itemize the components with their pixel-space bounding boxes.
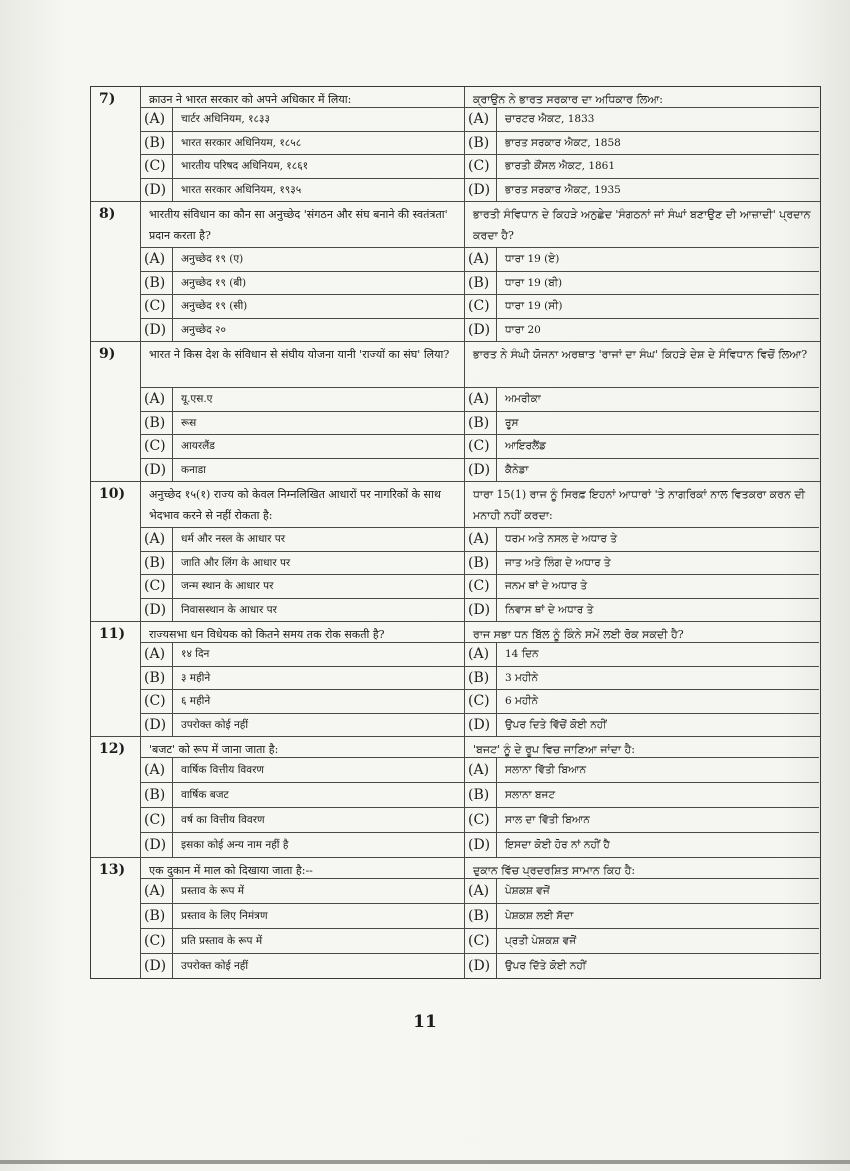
question-row	[91, 202, 820, 342]
option-row	[141, 954, 464, 978]
option-row	[465, 108, 819, 132]
option-label: (A)	[465, 388, 497, 411]
option-row	[141, 758, 464, 783]
option-text-punjabi: ਸਲਾਨਾ ਬਜਟ	[505, 789, 556, 801]
option-row	[465, 179, 819, 202]
option-row	[465, 758, 819, 783]
option-row	[141, 248, 464, 272]
question-row	[91, 342, 820, 482]
option-row	[141, 879, 464, 904]
option-text-punjabi: ਧਾਰਾ 19 (ਬੀ)	[505, 276, 563, 289]
option-text-punjabi: ਉਪਰ ਦਿਤੇ ਵਿੱਚੋਂ ਕੋਈ ਨਹੀਂ	[505, 718, 607, 731]
option-row	[465, 272, 819, 296]
option-label: (B)	[141, 904, 173, 928]
option-text-punjabi: 6 ਮਹੀਨੇ	[505, 695, 539, 707]
hindi-column	[141, 737, 465, 857]
question-row	[91, 87, 820, 202]
option-row	[141, 783, 464, 808]
option-label: (D)	[141, 319, 173, 342]
option-label: (B)	[141, 552, 173, 575]
question-text-punjabi: 'ਬਜਟ' ਨੂੰ ਦੇ ਰੂਪ ਵਿਚ ਜਾਣਿਆ ਜਾਂਦਾ ਹੈ:	[465, 737, 819, 758]
option-text-punjabi: ਜਨਮ ਥਾਂ ਦੇ ਅਧਾਰ ਤੇ	[505, 580, 588, 592]
option-row	[141, 929, 464, 954]
question-row	[91, 858, 820, 978]
hindi-column	[141, 87, 465, 201]
option-label: (C)	[465, 808, 497, 832]
option-text-hindi: यू.एस.ए	[181, 393, 213, 405]
option-row	[465, 132, 819, 156]
option-row	[465, 575, 819, 599]
option-label: (A)	[141, 643, 173, 666]
option-text-hindi: अनुच्छेद १९ (बी)	[181, 276, 247, 289]
punjabi-column	[465, 482, 819, 621]
option-label: (C)	[465, 929, 497, 953]
option-text-punjabi: ਇਸਦਾ ਕੋਈ ਹੋਰ ਨਾਂ ਨਹੀਂ ਹੈ	[505, 839, 610, 851]
option-row	[141, 643, 464, 667]
option-label: (B)	[141, 412, 173, 435]
question-text-punjabi: ਭਾਰਤੀ ਸੰਵਿਧਾਨ ਦੇ ਕਿਹੜੇ ਅਨੁਛੇਦ 'ਸੰਗਠਨਾਂ ਜਾਂ ਸੰਘਾਂ ਬਣਾਉਣ ਦੀ ਆਜ਼ਾਦੀ' ਪ੍ਰਦਾਨ ਕਰਦਾ ਹੈ?	[465, 202, 819, 248]
option-label: (A)	[141, 108, 173, 131]
option-row	[465, 155, 819, 179]
option-text-punjabi: ਭਾਰਤ ਸਰਕਾਰ ਐਕਟ, 1935	[505, 183, 621, 196]
option-row	[465, 833, 819, 857]
option-row	[465, 435, 819, 459]
option-label: (A)	[465, 879, 497, 903]
option-row	[465, 929, 819, 954]
option-text-hindi: प्रस्ताव के रूप में	[181, 885, 245, 897]
option-label: (D)	[465, 319, 497, 342]
punjabi-column	[465, 858, 819, 978]
option-row	[141, 295, 464, 319]
option-label: (C)	[465, 690, 497, 713]
option-label: (D)	[141, 179, 173, 202]
option-label: (B)	[465, 412, 497, 435]
page-number: 11	[413, 1012, 437, 1032]
option-label: (A)	[141, 758, 173, 782]
option-label: (B)	[465, 904, 497, 928]
option-text-hindi: इसका कोई अन्य नाम नहीं है	[181, 839, 289, 851]
option-row	[465, 667, 819, 691]
option-text-punjabi: ਭਾਰਤ ਸਰਕਾਰ ਐਕਟ, 1858	[505, 136, 621, 149]
option-text-hindi: अनुच्छेद १९ (सी)	[181, 300, 248, 312]
option-label: (C)	[141, 295, 173, 318]
option-row	[141, 319, 464, 342]
question-text-hindi: राज्यसभा धन विधेयक को कितने समय तक रोक सकती है?	[141, 622, 464, 643]
option-text-hindi: वार्षिक वित्तीय विवरण	[181, 764, 264, 776]
option-text-hindi: रूस	[181, 416, 197, 429]
hindi-column	[141, 622, 465, 736]
option-text-hindi: ६ महीने	[181, 695, 211, 707]
punjabi-column	[465, 622, 819, 736]
option-label: (B)	[141, 667, 173, 690]
option-row	[141, 155, 464, 179]
question-text-hindi: 'बजट' को रूप में जाना जाता है:	[141, 737, 464, 758]
punjabi-column	[465, 87, 819, 201]
option-text-hindi: भारत सरकार अधिनियम, १८५८	[181, 136, 302, 149]
option-label: (B)	[465, 552, 497, 575]
option-text-hindi: आयरलैंड	[181, 440, 215, 452]
option-label: (A)	[465, 643, 497, 666]
question-number: 10)	[91, 482, 141, 621]
option-label: (B)	[465, 667, 497, 690]
option-row	[465, 904, 819, 929]
option-row	[141, 808, 464, 833]
option-label: (C)	[141, 690, 173, 713]
question-number: 12)	[91, 737, 141, 857]
hindi-column	[141, 482, 465, 621]
option-row	[141, 690, 464, 714]
option-row	[465, 412, 819, 436]
option-label: (C)	[465, 575, 497, 598]
question-row	[91, 737, 820, 858]
option-row	[141, 833, 464, 857]
option-row	[141, 388, 464, 412]
option-text-punjabi: ਅਮਰੀਕਾ	[505, 393, 541, 405]
hindi-column	[141, 858, 465, 978]
hindi-column	[141, 202, 465, 341]
option-text-punjabi: ਨਿਵਾਸ ਥਾਂ ਦੇ ਅਧਾਰ ਤੇ	[505, 603, 594, 616]
question-row	[91, 622, 820, 737]
option-text-hindi: प्रस्ताव के लिए निमंत्रण	[181, 910, 268, 922]
question-text-punjabi: ਦੁਕਾਨ ਵਿੱਚ ਪ੍ਰਦਰਸ਼ਿਤ ਸਾਮਾਨ ਕਿਹ ਹੈ:	[465, 858, 819, 879]
option-text-hindi: वार्षिक बजट	[181, 789, 229, 801]
option-label: (C)	[141, 808, 173, 832]
option-label: (D)	[141, 833, 173, 857]
option-row	[465, 248, 819, 272]
option-label: (A)	[141, 528, 173, 551]
option-row	[465, 552, 819, 576]
option-label: (C)	[141, 929, 173, 953]
option-text-punjabi: ਪ੍ਰਤੀ ਪੇਸ਼ਕਸ਼ ਵਜੋਂ	[505, 935, 577, 947]
option-row	[141, 132, 464, 156]
option-label: (A)	[465, 108, 497, 131]
punjabi-column	[465, 342, 819, 481]
option-text-punjabi: ਕੈਨੇਡਾ	[505, 463, 529, 476]
option-row	[141, 528, 464, 552]
option-text-punjabi: 14 ਦਿਨ	[505, 648, 539, 660]
option-label: (A)	[465, 528, 497, 551]
option-text-punjabi: ਰੂਸ	[505, 416, 519, 429]
option-row	[465, 879, 819, 904]
option-row	[465, 388, 819, 412]
option-label: (C)	[465, 435, 497, 458]
option-row	[141, 714, 464, 737]
option-text-hindi: १४ दिन	[181, 648, 210, 660]
option-text-hindi: अनुच्छेद १९ (ए)	[181, 253, 244, 265]
option-text-hindi: कनाडा	[181, 463, 206, 476]
option-label: (D)	[465, 179, 497, 202]
option-row	[465, 319, 819, 342]
option-label: (B)	[141, 132, 173, 155]
question-number: 9)	[91, 342, 141, 481]
option-text-punjabi: ਧਾਰਾ 20	[505, 323, 541, 336]
option-label: (D)	[141, 459, 173, 482]
option-text-hindi: वर्ष का वित्तीय विवरण	[181, 814, 265, 826]
option-label: (C)	[141, 435, 173, 458]
option-label: (C)	[465, 295, 497, 318]
option-text-hindi: प्रति प्रस्ताव के रूप में	[181, 935, 263, 947]
question-text-punjabi: ਰਾਜ ਸਭਾ ਧਨ ਬਿੱਲ ਨੂੰ ਕਿੰਨੇ ਸਮੇਂ ਲਈ ਰੋਕ ਸਕਦੀ ਹੈ?	[465, 622, 819, 643]
option-row	[465, 808, 819, 833]
option-text-hindi: निवासस्थान के आधार पर	[181, 603, 277, 616]
option-row	[465, 528, 819, 552]
punjabi-column	[465, 737, 819, 857]
option-text-hindi: जाति और लिंग के आधार पर	[181, 556, 291, 569]
option-label: (D)	[465, 714, 497, 737]
option-row	[141, 179, 464, 202]
option-row	[465, 599, 819, 622]
option-row	[141, 435, 464, 459]
option-row	[141, 552, 464, 576]
option-label: (D)	[141, 599, 173, 622]
option-row	[465, 459, 819, 482]
option-label: (D)	[465, 599, 497, 622]
option-text-punjabi: ਸਲਾਨਾ ਵਿੱਤੀ ਬਿਆਨ	[505, 764, 587, 776]
option-text-punjabi: ਚਾਰਟਰ ਐਕਟ, 1833	[505, 113, 595, 125]
question-text-hindi: अनुच्छेद १५(१) राज्य को केवल निम्नलिखित आधारों पर नागरिकों के साथ भेदभाव करने से नहीं रोकता है:	[141, 482, 464, 528]
option-label: (A)	[465, 758, 497, 782]
option-text-punjabi: ਸਾਲ ਦਾ ਵਿੱਤੀ ਬਿਆਨ	[505, 814, 590, 826]
question-number: 8)	[91, 202, 141, 341]
question-text-hindi: एक दुकान में माल को दिखाया जाता है:--	[141, 858, 464, 879]
option-row	[141, 412, 464, 436]
option-label: (D)	[465, 459, 497, 482]
option-label: (C)	[465, 155, 497, 178]
question-table	[90, 86, 821, 979]
option-text-punjabi: 3 ਮਹੀਨੇ	[505, 671, 539, 684]
option-row	[141, 459, 464, 482]
option-label: (B)	[465, 783, 497, 807]
question-row	[91, 482, 820, 622]
option-row	[465, 690, 819, 714]
option-label: (A)	[141, 388, 173, 411]
option-label: (C)	[141, 575, 173, 598]
option-text-punjabi: ਭਾਰਤੀ ਕੌਂਸਲ ਐਕਟ, 1861	[505, 160, 616, 172]
option-text-punjabi: ਧਰਮ ਅਤੇ ਨਸਲ ਦੇ ਅਧਾਰ ਤੇ	[505, 533, 617, 545]
question-number: 7)	[91, 87, 141, 201]
option-row	[141, 272, 464, 296]
option-text-hindi: उपरोक्त कोई नहीं	[181, 718, 249, 731]
option-text-punjabi: ਆਇਰਲੈਂਡ	[505, 440, 546, 452]
option-text-hindi: ३ महीने	[181, 671, 211, 684]
question-text-punjabi: ਭਾਰਤ ਨੇ ਸੰਘੀ ਯੋਜਨਾ ਅਰਥਾਤ 'ਰਾਜਾਂ ਦਾ ਸੰਘ' ਕਿਹੜੇ ਦੇਸ਼ ਦੇ ਸੰਵਿਧਾਨ ਵਿਚੋਂ ਲਿਆ?	[465, 342, 819, 388]
question-number: 11)	[91, 622, 141, 736]
hindi-column	[141, 342, 465, 481]
option-row	[465, 714, 819, 737]
question-text-punjabi: ਕ੍ਰਾਉਨ ਨੇ ਭਾਰਤ ਸਰਕਾਰ ਦਾ ਅਧਿਕਾਰ ਲਿਆ:	[465, 87, 819, 108]
option-row	[465, 643, 819, 667]
page-bottom-edge	[0, 1160, 850, 1164]
option-text-hindi: चार्टर अधिनियम, १८३३	[181, 113, 270, 125]
option-row	[141, 108, 464, 132]
option-row	[141, 575, 464, 599]
option-label: (D)	[141, 714, 173, 737]
question-text-punjabi: ਧਾਰਾ 15(1) ਰਾਜ ਨੂੰ ਸਿਰਫ਼ ਇਹਨਾਂ ਆਧਾਰਾਂ 'ਤੇ ਨਾਗਰਿਕਾਂ ਨਾਲ ਵਿਤਕਰਾ ਕਰਨ ਦੀ ਮਨਾਹੀ ਨਹੀਂ ਕਰਦਾ:	[465, 482, 819, 528]
option-label: (B)	[465, 272, 497, 295]
option-label: (C)	[141, 155, 173, 178]
option-text-punjabi: ਪੇਸ਼ਕਸ਼ ਲਈ ਸੱਦਾ	[505, 910, 574, 922]
option-row	[465, 954, 819, 978]
question-text-hindi: भारतीय संविधान का कौन सा अनुच्छेद 'संगठन और संघ बनाने की स्वतंत्रता' प्रदान करता है?	[141, 202, 464, 248]
option-text-hindi: धर्म और नस्ल के आधार पर	[181, 533, 286, 545]
option-label: (A)	[141, 248, 173, 271]
option-label: (B)	[465, 132, 497, 155]
option-text-hindi: अनुच्छेद २०	[181, 323, 226, 336]
option-row	[141, 904, 464, 929]
option-label: (A)	[141, 879, 173, 903]
option-text-punjabi: ਉਪਰ ਦਿੱਤੇ ਕੋਈ ਨਹੀਂ	[505, 960, 587, 972]
option-row	[465, 295, 819, 319]
option-row	[465, 783, 819, 808]
option-row	[141, 667, 464, 691]
option-text-hindi: जन्म स्थान के आधार पर	[181, 580, 274, 592]
option-label: (D)	[141, 954, 173, 978]
punjabi-column	[465, 202, 819, 341]
option-text-hindi: उपरोक्त कोई नहीं	[181, 960, 249, 972]
option-label: (B)	[141, 272, 173, 295]
option-label: (D)	[465, 833, 497, 857]
option-text-punjabi: ਪੇਸ਼ਕਸ਼ ਵਜੋਂ	[505, 885, 550, 897]
option-text-hindi: भारतीय परिषद अधिनियम, १८६१	[181, 160, 309, 172]
question-text-hindi: क्राउन ने भारत सरकार को अपने अधिकार में लिया:	[141, 87, 464, 108]
question-text-hindi: भारत ने किस देश के संविधान से संघीय योजना यानी 'राज्यों का संघ' लिया?	[141, 342, 464, 388]
option-text-punjabi: ਧਾਰਾ 19 (ਏ)	[505, 253, 560, 265]
option-row	[141, 599, 464, 622]
question-number: 13)	[91, 858, 141, 978]
option-label: (A)	[465, 248, 497, 271]
option-text-punjabi: ਧਾਰਾ 19 (ਸੀ)	[505, 300, 563, 312]
option-text-punjabi: ਜਾਤ ਅਤੇ ਲਿੰਗ ਦੇ ਅਧਾਰ ਤੇ	[505, 556, 611, 569]
option-text-hindi: भारत सरकार अधिनियम, १९३५	[181, 183, 302, 196]
option-label: (D)	[465, 954, 497, 978]
option-label: (B)	[141, 783, 173, 807]
